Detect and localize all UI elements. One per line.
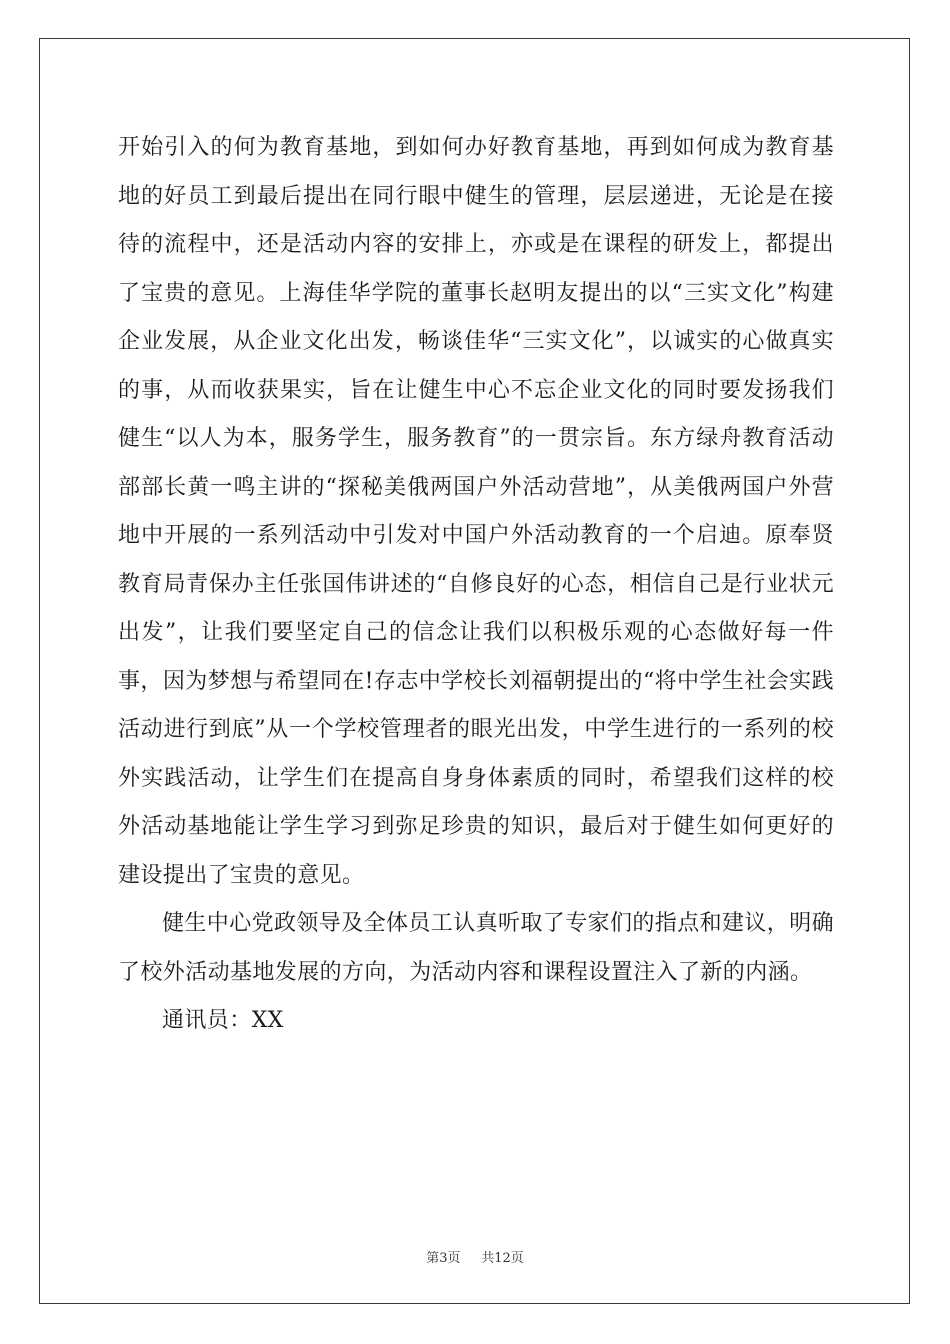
page-footer — [0, 1247, 950, 1266]
paragraph-1: 开始引入的何为教育基地，到如何办好教育基地，再到如何成为教育基地的好员工到最后提出在同行眼中健生的管理，层层递进，无论是在接待的流程中，还是活动内容的安排上，亦或是在课程的研发上，都提出了宝贵的意见。上海佳华学院的董事长赵明友提出的以“三实文化”构建企业发展，从企业文化出发，畅谈佳华“三实文化”，以诚实的心做真实的事，从而收获果实，旨在让健生中心不忘企业文化的同时要发扬我们健生“以人为本，服务学生，服务教育”的一贯宗旨。东方绿舟教育活动部部长黄一鸣主讲的“探秘美俄两国户外活动营地”，从美俄两国户外营地中开展的一系列活动中引发对中国户外活动教育的一个启迪。原奉贤教育局青保办主任张国伟讲述的“自修良好的心态，相信自己是行业状元出发”，让我们要坚定自己的信念让我们以积极乐观的心态做好每一件事，因为梦想与希望同在!存志中学校长刘福朝提出的“将中学生社会实践活动进行到底”从一个学校管理者的眼光出发，中学生进行的一系列的校外实践活动，让学生们在提高自身身体素质的同时，希望我们这样的校外活动基地能让学生学习到弥足珍贵的知识，最后对于健生如何更好的建设提出了宝贵的意见。 — [118, 135, 834, 888]
page-total: 共12页 — [481, 1251, 524, 1266]
correspondent-line: 通讯员：XX — [162, 1008, 284, 1033]
page-number: 第3页 — [426, 1251, 461, 1266]
document-body — [118, 124, 834, 1046]
paragraph-2: 健生中心党政领导及全体员工认真听取了专家们的指点和建议，明确了校外活动基地发展的方向，为活动内容和课程设置注入了新的内涵。 — [118, 911, 835, 985]
